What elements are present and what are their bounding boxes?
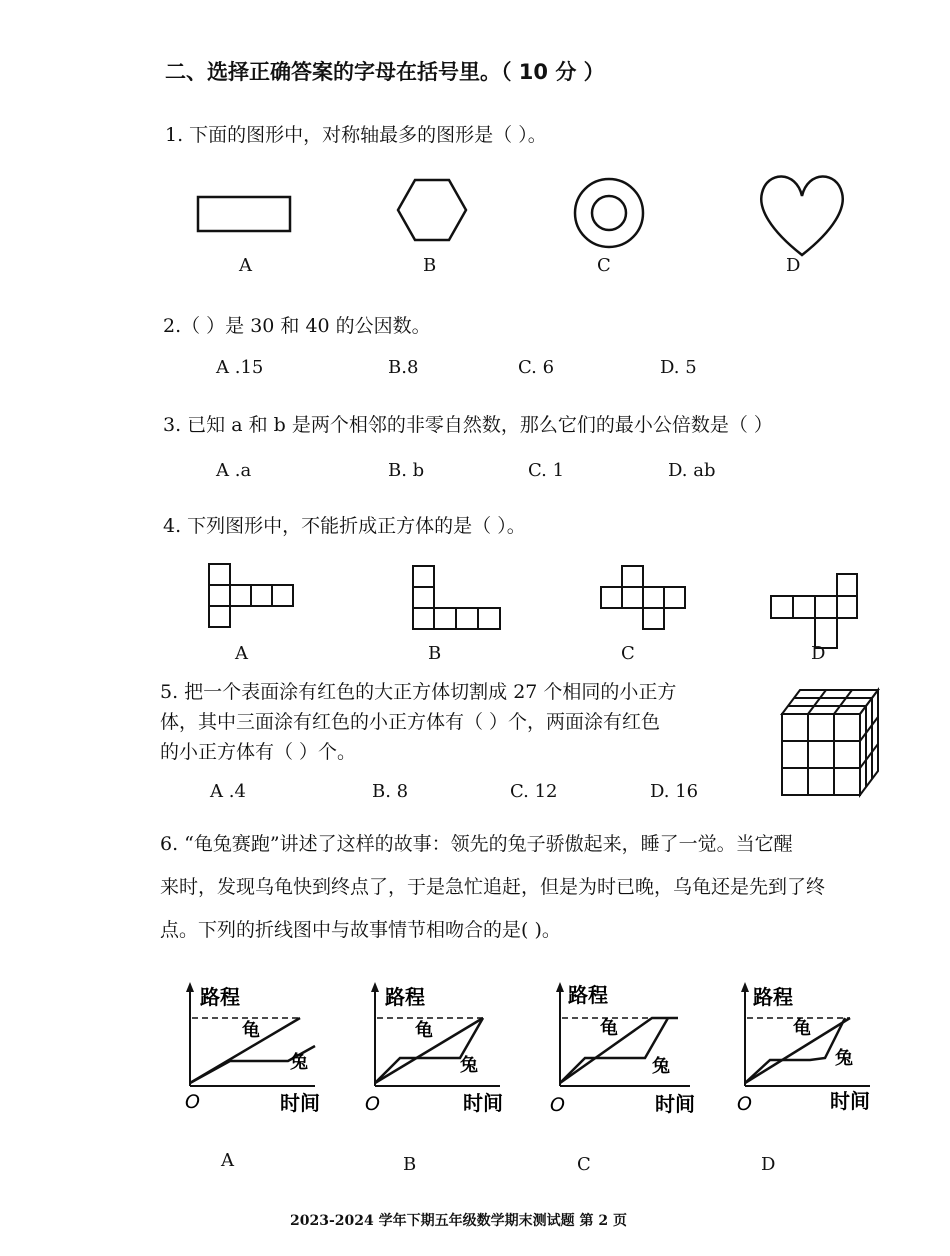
q5-option-b: B. 8 (372, 781, 409, 802)
q5-option-c: C. 12 (510, 781, 558, 802)
question-4-text: 4. 下列图形中，不能折成正方体的是（ ）。 (163, 515, 526, 537)
section-title: 二、选择正确答案的字母在括号里。（ 10 分 ） (165, 60, 605, 84)
graph-c-rabbit-label: 兔 (652, 1056, 670, 1077)
question-5-line-3: 的小正方体有（ ）个。 (160, 741, 357, 763)
q3-option-d: D. ab (668, 460, 716, 481)
question-6-line-3: 点。下列的折线图中与故事情节相吻合的是( )。 (160, 919, 561, 941)
graph-c-y-label: 路程 (568, 983, 608, 1007)
q5-option-a: A .4 (210, 781, 246, 802)
graph-b-turtle-label: 龟 (415, 1020, 433, 1041)
graph-c-x-label: 时间 (655, 1092, 695, 1116)
graph-d-turtle-label: 龟 (793, 1018, 811, 1039)
q2-option-c: C. 6 (518, 357, 555, 378)
graph-b-origin: O (365, 1093, 380, 1115)
graph-b-rabbit-label: 兔 (460, 1055, 478, 1076)
q4-label-c: C (621, 643, 635, 664)
q4-label-a: A (235, 643, 248, 664)
q1-label-d: D (786, 255, 801, 276)
page-footer: 2023-2024 学年下期五年级数学期末测试题 第 2 页 (290, 1213, 627, 1229)
question-1-text: 1. 下面的图形中，对称轴最多的图形是（ ）。 (165, 124, 547, 146)
q4-label-d: D (811, 643, 826, 664)
q2-option-b: B.8 (388, 357, 419, 378)
graph-a-x-label: 时间 (280, 1091, 320, 1115)
q1-label-c: C (597, 255, 611, 276)
question-2-text: 2.（ ）是 30 和 40 的公因数。 (163, 315, 431, 337)
q6-label-d: D (761, 1154, 776, 1175)
q6-label-b: B (403, 1154, 417, 1175)
graph-d-origin: O (737, 1093, 752, 1115)
graph-b-y-label: 路程 (385, 985, 425, 1009)
question-5-line-2: 体，其中三面涂有红色的小正方体有（ ）个，两面涂有红色 (160, 711, 661, 733)
q3-option-a: A .a (216, 460, 252, 481)
graph-a-origin: O (185, 1091, 200, 1113)
q3-option-c: C. 1 (528, 460, 565, 481)
question-6-line-2: 来时，发现乌龟快到终点了，于是急忙追赶，但是为时已晚，乌龟还是先到了终 (160, 876, 826, 898)
q6-label-a: A (221, 1150, 234, 1171)
race-graph-a (170, 978, 330, 1118)
race-graph-d (725, 978, 885, 1118)
graph-a-rabbit-label: 兔 (290, 1052, 308, 1073)
graph-a-y-label: 路程 (200, 985, 240, 1009)
graph-c-origin: O (550, 1094, 565, 1116)
question-3-text: 3. 已知 a 和 b 是两个相邻的非零自然数，那么它们的最小公倍数是（ ） (163, 414, 773, 436)
race-graph-b (355, 978, 515, 1118)
q6-label-c: C (577, 1154, 591, 1175)
graph-d-rabbit-label: 兔 (835, 1048, 853, 1069)
q3-option-b: B. b (388, 460, 425, 481)
question-5-line-1: 5. 把一个表面涂有红色的大正方体切割成 27 个相同的小正方 (160, 681, 677, 703)
graph-b-x-label: 时间 (463, 1091, 503, 1115)
q4-label-b: B (428, 643, 442, 664)
q2-option-d: D. 5 (660, 357, 697, 378)
q5-option-d: D. 16 (650, 781, 699, 802)
q2-option-a: A .15 (216, 357, 264, 378)
race-graph-c (540, 978, 710, 1118)
graph-d-y-label: 路程 (753, 985, 793, 1009)
q1-label-b: B (423, 255, 437, 276)
graph-a-turtle-label: 龟 (242, 1020, 260, 1041)
question-6-line-1: 6. “龟兔赛跑”讲述了这样的故事：领先的兔子骄傲起来，睡了一觉。当它醒 (160, 833, 793, 855)
graph-c-turtle-label: 龟 (600, 1018, 618, 1039)
graph-d-x-label: 时间 (830, 1089, 870, 1113)
q1-label-a: A (239, 255, 252, 276)
